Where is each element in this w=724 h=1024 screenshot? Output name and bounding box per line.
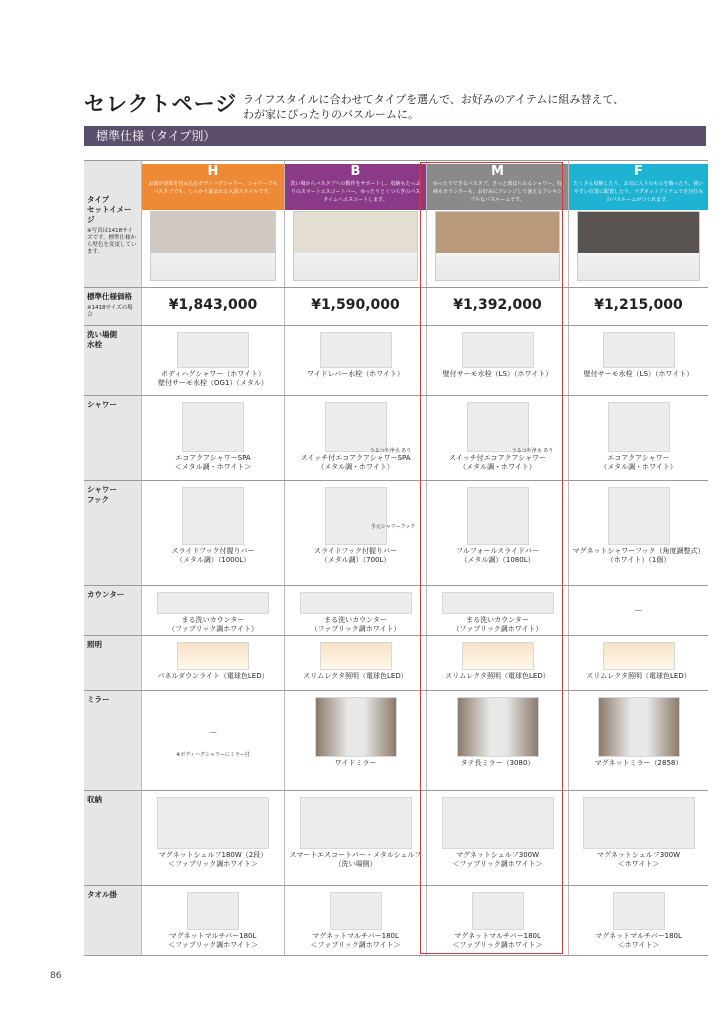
- row-label-type: [84, 161, 141, 288]
- cell-storage-h: [141, 791, 284, 886]
- cell-towel-h: [141, 886, 284, 956]
- row-label-text: 標準仕様価格: [87, 292, 132, 301]
- mirror-note: ※ボディハグシャワーにミラー付: [176, 752, 250, 758]
- type-description: お湯が身体を包み込むボディハグシャワー。シャワーでもバスタブでも、しっかり温まれる入浴スタイルです。: [148, 181, 278, 195]
- product-image-storage: [300, 797, 412, 849]
- product-caption-shower: スイッチ付エコアクアシャワー （メタル調・ホワイト）: [448, 454, 547, 471]
- product-caption-hook: スライドフック付握りバー （メタル調）（700L）: [313, 547, 398, 564]
- product-image-mirror: [457, 697, 539, 757]
- product-image-light: [177, 642, 249, 670]
- cell-shower-f: [568, 396, 708, 481]
- product-image-faucet: [603, 332, 675, 368]
- cell-price-f: [568, 288, 708, 326]
- row-storage: [84, 790, 708, 886]
- cell-storage-m: [426, 791, 568, 886]
- row-label-text: シャワー: [87, 400, 117, 409]
- price-value: ¥1,590,000: [311, 297, 400, 313]
- type-header-b: [285, 164, 426, 210]
- product-caption-shower: エコアクアシャワー （メタル調・ホワイト）: [600, 454, 677, 471]
- cell-hook-f: [568, 481, 708, 586]
- product-image-towel: [613, 892, 665, 930]
- cell-counter-b: [284, 586, 426, 636]
- product-image-hook: [608, 487, 670, 545]
- cell-shower-h: [141, 396, 284, 481]
- row-label-text: 照明: [87, 640, 102, 649]
- type-header-m: [427, 164, 568, 210]
- row-label-price: [84, 288, 141, 326]
- row-label-faucet: [84, 326, 141, 396]
- type-description: 洗い場からバスタブへの動作をサポートし、収納もたっぷりのスマートエスコートバー。ゆったりとくつろぎのバスタイムへエスコートします。: [290, 181, 421, 203]
- type-description: ゆったりできるバスタブ。さっと湯ばらわるシャワー。収納もカウンターも、お好みにアレンジして使えるフレキシブルなバスルームです。: [432, 181, 563, 203]
- product-image-counter: [442, 592, 554, 614]
- cell-mirror-h: [141, 691, 284, 791]
- cell-type-m: [426, 161, 568, 288]
- subtitle-line-1: ライフスタイルに合わせてタイプを選んで、お好みのアイテムに組み替えて、: [243, 93, 625, 106]
- row-label-note: ※写真は1418サイズです。標準仕様から壁色を変更しています。: [87, 228, 137, 255]
- row-faucet: [84, 325, 708, 396]
- product-caption-shower: スイッチ付エコアクアシャワーSPA （メタル調・ホワイト）: [300, 454, 411, 471]
- product-image-mirror: [598, 697, 680, 757]
- row-price: [84, 287, 708, 326]
- type-header-h: [142, 164, 284, 210]
- row-label-light: [84, 636, 141, 691]
- cell-towel-f: [568, 886, 708, 956]
- cell-counter-f: [568, 586, 708, 636]
- bathroom-photo: [150, 211, 276, 281]
- cell-price-b: [284, 288, 426, 326]
- shower-subnote: うるつや浄水 あり: [369, 448, 412, 454]
- cell-type-h: [141, 161, 284, 288]
- product-caption-mirror: マグネットミラー（2858）: [594, 759, 683, 767]
- type-description: たくさん収納したり、お気に入りのものを飾ったり。使いやすい位置に配置したり。マグネットアイテムで自分好みのバスルームがつくれます。: [573, 181, 704, 203]
- row-label-mirror: [84, 691, 141, 791]
- shower-subnote: うるつや浄水 あり: [511, 448, 554, 454]
- page-subtitle: [243, 92, 643, 122]
- product-image-light: [603, 642, 675, 670]
- row-label-shower: [84, 396, 141, 481]
- product-image-counter: [300, 592, 412, 614]
- product-image-storage: [157, 797, 269, 849]
- bathroom-photo: [577, 211, 700, 281]
- cell-counter-m: [426, 586, 568, 636]
- cell-hook-h: [141, 481, 284, 586]
- cell-price-m: [426, 288, 568, 326]
- cell-light-h: [141, 636, 284, 691]
- section-bar: 標準仕様（タイプ別）: [84, 126, 706, 146]
- product-caption-faucet: 壁付サーモ水栓（LS）（ホワイト）: [442, 370, 553, 378]
- cell-mirror-b: [284, 691, 426, 791]
- row-label-storage: [84, 791, 141, 886]
- cell-shower-b: [284, 396, 426, 481]
- product-image-shower: [325, 402, 387, 452]
- product-image-hook: [325, 487, 387, 545]
- product-image-hook: [467, 487, 529, 545]
- row-mirror: [84, 690, 708, 791]
- cell-faucet-m: [426, 326, 568, 396]
- cell-counter-h: [141, 586, 284, 636]
- product-image-mirror: [315, 697, 397, 757]
- row-towel: [84, 885, 708, 956]
- row-hook: [84, 480, 708, 586]
- product-caption-faucet: 壁付サーモ水栓（LS）（ホワイト）: [583, 370, 694, 378]
- dash-counter: －: [633, 607, 643, 617]
- type-letter: M: [491, 164, 504, 179]
- cell-hook-m: [426, 481, 568, 586]
- product-caption-hook: マグネットシャワーフック（角度調整式） （ホワイト）（1個）: [572, 547, 705, 564]
- product-caption-storage: マグネットシェルフ300W ＜ファブリック調ホワイト＞: [452, 851, 543, 868]
- product-image-hook: [182, 487, 244, 545]
- row-type: [84, 160, 708, 288]
- price-value: ¥1,843,000: [168, 297, 258, 313]
- product-image-shower: [608, 402, 670, 452]
- product-caption-hook: フルフォールスライドバー （メタル調）（1080L）: [456, 547, 539, 564]
- product-caption-towel: マグネットマルチバー180L ＜ホワイト＞: [595, 932, 682, 949]
- row-label-note: ※1418サイズの場合: [87, 305, 133, 318]
- cell-type-f: [568, 161, 708, 288]
- subtitle-line-2: わが家にぴったりのバスルームに。: [243, 108, 419, 121]
- type-letter: F: [634, 164, 643, 179]
- type-letter: H: [207, 164, 219, 179]
- product-image-faucet: [320, 332, 392, 368]
- cell-mirror-f: [568, 691, 708, 791]
- product-caption-towel: マグネットマルチバー180L ＜ファブリック調ホワイト＞: [452, 932, 543, 949]
- page-title: セレクトページ: [84, 92, 238, 116]
- product-caption-faucet: ワイドレバー水栓（ホワイト）: [306, 370, 405, 378]
- product-caption-mirror: ワイドミラー: [334, 759, 377, 767]
- product-caption-mirror: タテ長ミラー（3080）: [460, 759, 535, 767]
- cell-light-f: [568, 636, 708, 691]
- row-label-text: タイプ セットイメージ: [87, 195, 132, 224]
- cell-price-h: [141, 288, 284, 326]
- price-value: ¥1,215,000: [594, 297, 683, 313]
- dash-mirror: －: [208, 729, 218, 739]
- cell-type-b: [284, 161, 426, 288]
- bathroom-photo: [435, 211, 560, 281]
- cell-hook-b: [284, 481, 426, 586]
- row-label-text: 収納: [87, 795, 102, 804]
- product-image-shower: [467, 402, 529, 452]
- row-label-text: カウンター: [87, 590, 125, 599]
- cell-faucet-h: [141, 326, 284, 396]
- cell-shower-m: [426, 396, 568, 481]
- product-caption-faucet: ボディハグシャワー（ホワイト） 壁付サーモ水栓（OG1）（メタル）: [158, 370, 268, 387]
- product-caption-light: スリムレクタ照明（電球色LED）: [586, 672, 691, 680]
- page-number: 86: [50, 971, 62, 981]
- row-label-text: 洗い場側 水栓: [87, 330, 117, 349]
- product-image-storage: [442, 797, 554, 849]
- row-light: [84, 635, 708, 691]
- row-shower: [84, 395, 708, 481]
- product-image-light: [462, 642, 534, 670]
- hook-subnote: 手元シャワーフック: [370, 524, 416, 530]
- product-caption-light: パネルダウンライト（電球色LED）: [157, 672, 269, 680]
- product-image-faucet: [462, 332, 534, 368]
- cell-storage-f: [568, 791, 708, 886]
- product-image-storage: [583, 797, 695, 849]
- row-counter: [84, 585, 708, 636]
- product-image-towel: [472, 892, 524, 930]
- product-caption-light: スリムレクタ照明（電球色LED）: [303, 672, 408, 680]
- cell-faucet-f: [568, 326, 708, 396]
- product-caption-light: スリムレクタ照明（電球色LED）: [445, 672, 550, 680]
- row-label-counter: [84, 586, 141, 636]
- product-caption-towel: マグネットマルチバー180L ＜ファブリック調ホワイト＞: [310, 932, 401, 949]
- cell-light-m: [426, 636, 568, 691]
- cell-towel-m: [426, 886, 568, 956]
- product-image-towel: [187, 892, 239, 930]
- product-caption-shower: エコアクアシャワーSPA ＜メタル調・ホワイト＞: [174, 454, 252, 471]
- product-caption-hook: スライドフック付握りバー （メタル調）（1000L）: [171, 547, 255, 564]
- product-caption-counter: まる洗いカウンター （ファブリック調ホワイト）: [310, 616, 401, 633]
- cell-faucet-b: [284, 326, 426, 396]
- cell-light-b: [284, 636, 426, 691]
- type-letter: B: [350, 164, 361, 179]
- row-label-hook: [84, 481, 141, 586]
- product-image-shower: [182, 402, 244, 452]
- product-image-light: [320, 642, 392, 670]
- price-value: ¥1,392,000: [453, 297, 542, 313]
- product-caption-counter: まる洗いカウンター （ファブリック調ホワイト）: [167, 616, 259, 633]
- product-caption-storage: マグネットシェルフ180W（2段） ＜ファブリック調ホワイト＞: [158, 851, 268, 868]
- row-label-towel: [84, 886, 141, 956]
- row-label-text: ミラー: [87, 695, 110, 704]
- product-image-counter: [157, 592, 269, 614]
- cell-mirror-m: [426, 691, 568, 791]
- product-caption-towel: マグネットマルチバー180L ＜ファブリック調ホワイト＞: [167, 932, 259, 949]
- row-label-text: タオル掛: [87, 890, 117, 899]
- bathroom-photo: [293, 211, 418, 281]
- cell-towel-b: [284, 886, 426, 956]
- type-header-f: [569, 164, 708, 210]
- table-bottom-border: [84, 955, 708, 956]
- product-caption-counter: まる洗いカウンター （ファブリック調ホワイト）: [452, 616, 543, 633]
- product-image-towel: [330, 892, 382, 930]
- cell-storage-b: [284, 791, 426, 886]
- row-label-text: シャワー フック: [87, 485, 117, 504]
- product-image-faucet: [177, 332, 249, 368]
- product-caption-storage: マグネットシェルフ300W ＜ホワイト＞: [596, 851, 681, 868]
- product-caption-storage: スマートエスコートバー・メタルシェルフ （洗い場側）: [289, 851, 422, 868]
